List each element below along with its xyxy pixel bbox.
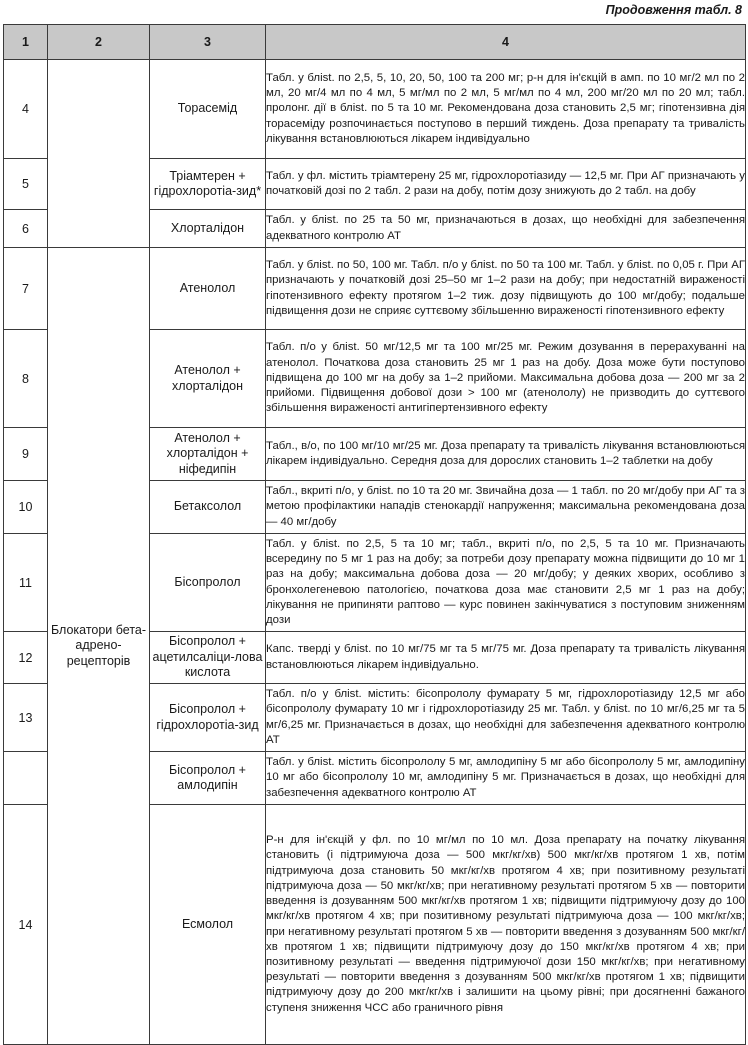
- drug-name: Атенолол: [150, 248, 266, 330]
- header-col-2: 2: [48, 25, 150, 60]
- drug-name: Торасемід: [150, 60, 266, 159]
- drug-name: Бісопролол + амлодипін: [150, 752, 266, 805]
- drug-description: Табл. п/о у блist. містить: бісопрололу фумарату 5 мг, гідрохлоротіазиду 12,5 мг або бісопрололу фумарату 10 мг і гідрохлоротіазиду 25 мг. Табл. у блist. по 10 мг/6,25 мг та 5 мг/6,25 мг. Призначається в дозах, що необхідні для забезпечення адекватного контролю АТ: [266, 684, 746, 752]
- row-number: 11: [4, 534, 48, 632]
- drug-name: Хлорталідон: [150, 210, 266, 248]
- row-number: 6: [4, 210, 48, 248]
- drug-table: [3, 24, 746, 1045]
- row-number: 7: [4, 248, 48, 330]
- row-number: 8: [4, 330, 48, 428]
- drug-name: Бісопролол + гідрохлоротіа-зид: [150, 684, 266, 752]
- row-number: 12: [4, 632, 48, 684]
- drug-description: Табл. у фл. містить тріамтерену 25 мг, гідрохлоротіазиду — 12,5 мг. При АГ призначають у початковій дозі по 2 табл. 2 рази на добу, потім дозу знижують до 2 табл. на добу: [266, 159, 746, 210]
- header-row: [4, 25, 746, 60]
- drug-name: Бісопролол: [150, 534, 266, 632]
- drug-description: Табл., вкриті п/о, у блist. по 10 та 20 мг. Звичайна доза — 1 табл. по 20 мг/добу при АГ та з метою профілактики нападів стенокардії напруження; максимальна рекомендована доза — 40 мг/добу: [266, 481, 746, 534]
- row-number: 9: [4, 428, 48, 481]
- drug-group: Блокатори бета-адрено-рецепторів: [48, 248, 150, 1045]
- table-caption: Продовження табл. 8: [605, 3, 742, 17]
- drug-description: Табл. у блist. по 2,5, 5 та 10 мг; табл., вкриті п/о, по 2,5, 5 та 10 мг. Призначають всередину по 5 мг 1 раз на добу; за потреби дозу препарату можна підвищити до 10 мг 1 раз на добу; максимальна добова доза — 20 мг/добу; у деяких хворих, особливо з бронхолегеневою патологією, початкова доза має становити 2,5 мг 1 раз на добу; лікування не припиняти раптово — курс повинен закінчуватися з поступовим зниженням дози: [266, 534, 746, 632]
- drug-name: Бетаксолол: [150, 481, 266, 534]
- table-row: [4, 210, 746, 248]
- header-col-4: 4: [266, 25, 746, 60]
- drug-description: Табл. у блist. містить бісопрололу 5 мг, амлодипіну 5 мг або бісопрололу 5 мг, амлодипіну 10 мг або бісопрололу 10 мг, амлодипіну 5 мг. Призначається в дозах, що необхідні для забезпечення адекватного контролю АТ: [266, 752, 746, 805]
- drug-description: Капс. тверді у блist. по 10 мг/75 мг та 5 мг/75 мг. Доза препарату та тривалість лікування встановлюються лікарем індивідуально.: [266, 632, 746, 684]
- row-number: 4: [4, 60, 48, 159]
- drug-name: Бісопролол + ацетилсаліци-лова кислота: [150, 632, 266, 684]
- drug-name: Есмолол: [150, 805, 266, 1045]
- header-col-1: 1: [4, 25, 48, 60]
- drug-description: Р-н для ін'єкцій у фл. по 10 мг/мл по 10 мл. Доза препарату на початку лікування становить (і підтримуюча доза — 500 мкг/кг/хв) 500 мкг/кг/хв протягом 1 хв, потім підтримуюча доза становить 50 мкг/кг/хв протягом 4 хв; при позитивному результаті підтримуюча доза — 50 мкг/кг/хв; при негативному результаті протягом 5 хв — повторити введення із дозуванням 500 мкг/кг/хв протягом 1 хв; підвищити підтримуючу дозу до 100 мкг/кг/хв протягом 4 хв; при позитивному результаті підтримуюча доза — 100 мкг/кг/хв; при негативному результаті протягом 5 хв — повторити введення з дозуванням 500 мкг/кг/хв протягом 1 хв; підвищити підтримуючу дозу до 150 мкг/кг/хв протягом 4 хв; при позитивному результаті — введення підтримуючої дози 150 мкг/кг/хв; при негативному результаті — повторити введення з дозуванням 500 мкг/кг/хв протягом 1 хв; підвищити підтримуючу дозу до 200 мкг/кг/хв і залишити на цьому рівні; при досягненні бажаного ступеня зниження ЧСС або граничного рівня: [266, 805, 746, 1045]
- header-col-3: 3: [150, 25, 266, 60]
- drug-description: Табл. у блist. по 25 та 50 мг, призначаються в дозах, що необхідні для забезпечення адекватного контролю АТ: [266, 210, 746, 248]
- row-number: [4, 752, 48, 805]
- drug-description: Табл. п/о у блist. 50 мг/12,5 мг та 100 мг/25 мг. Режим дозування в перерахуванні на атенолол. Початкова доза становить 25 мг 1 раз на добу. Доза може бути поступово підвищена до 100 мг на добу за 1–2 прийоми. Максимальна добова доза — 200 мг за 2 прийоми. Підвищення добової дози > 100 мг (атенололу) не призводить до суттєвого збільшення вираженості антигіпертензивного ефекту: [266, 330, 746, 428]
- drug-name: Атенолол + хлорталідон: [150, 330, 266, 428]
- drug-description: Табл., в/о, по 100 мг/10 мг/25 мг. Доза препарату та тривалість лікування встановлюються лікарем індивідуально. Середня доза для дорослих становить 1–2 таблетки на добу: [266, 428, 746, 481]
- table-row: [4, 60, 746, 159]
- drug-description: Табл. у блist. по 2,5, 5, 10, 20, 50, 100 та 200 мг; р-н для ін'єкцій в амп. по 10 мг/2 мл по 2 мл, 20 мг/4 мл по 4 мл, 5 мг/мл по 2 мл, 5 мг/мл по 4 мл, 200 мг/20 мл по 20 мл; табл. пролонг. дії в блist. по 5 та 10 мг. Рекомендована доза становить 2,5 мг; гіпотензивна дія торасеміду розпочинається поступово в перший тиждень. Доза препарату та тривалість лікування встановлюються лікарем індивідуально: [266, 60, 746, 159]
- row-number: 5: [4, 159, 48, 210]
- table-row: [4, 248, 746, 330]
- drug-name: Тріамтерен + гідрохлоротіа-зид*: [150, 159, 266, 210]
- drug-description: Табл. у блist. по 50, 100 мг. Табл. п/о у блist. по 50 та 100 мг. Табл. у блist. по 0,05 г. При АГ призначають у початковій дозі 25–50 мг 1–2 рази на добу; при недостатній вираженості гіпотензивного ефекту протягом 1–2 тиж. дозу підвищують до 100 мг/добу; подальше підвищення дози не сприяє суттєвому збільшенню вираженості гіпотензивного ефекту: [266, 248, 746, 330]
- row-number: 13: [4, 684, 48, 752]
- drug-name: Атенолол + хлорталідон + ніфедипін: [150, 428, 266, 481]
- row-number: 14: [4, 805, 48, 1045]
- row-number: 10: [4, 481, 48, 534]
